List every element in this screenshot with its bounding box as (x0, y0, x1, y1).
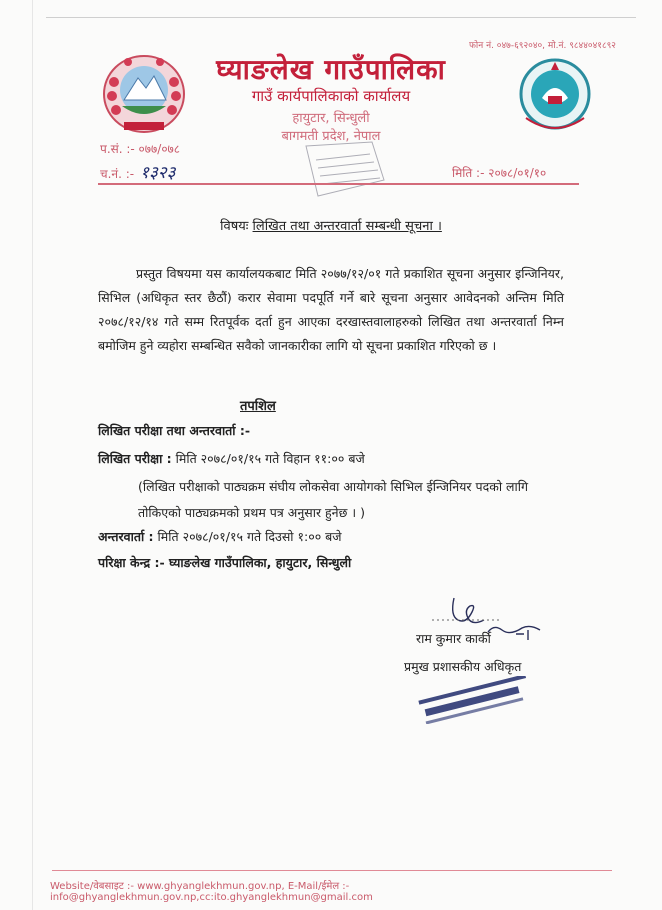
chalani-number (100, 160, 175, 183)
contact-info: फोन नं. ०४७-६९२०४०, मो.नं. ९८४४०४१८९२ (468, 41, 616, 51)
address-line-2: बागमती प्रदेश, नेपाल (281, 129, 381, 144)
exam-heading: लिखित परीक्षा तथा अन्तरवार्ता :- (98, 423, 251, 438)
letter-date: मिति :- २०७८/०१/१० (452, 166, 547, 180)
subject-text: लिखित तथा अन्तरवार्ता सम्बन्धी सूचना । (252, 219, 442, 234)
syllabus-note-1: (लिखित परीक्षाको पाठ्यक्रम संघीय लोकसेवा आयोगको सिभिल ईन्जिनियर पदको लागि (138, 479, 529, 494)
interview-value: मिति २०७८/०१/१५ गते दिउसो १:०० बजे (153, 529, 342, 544)
chalani-label: च.नं. :- (100, 167, 135, 181)
name-seal-icon (414, 676, 544, 724)
exam-center-line: परिक्षा केन्द्र :- घ्याङलेख गाउँपालिका, हायुटार, सिन्धुली (98, 555, 352, 570)
syllabus-note-2: तोकिएको पाठ्यक्रमको प्रथम पत्र अनुसार हुनेछ । ) (138, 505, 365, 520)
footer-divider (52, 870, 612, 871)
written-exam-line (98, 450, 365, 467)
footer-contact: Website/वेबसाइट :- www.ghyanglekhmun.gov.np, E-Mail/ईमेल :- info@ghyanglekhmun.gov.np,cc:ito.ghyanglekhmun@gmail.com (50, 881, 373, 903)
signatory-post: प्रमुख प्रशासकीय अधिकृत (404, 659, 522, 674)
office-stamp-icon (302, 140, 392, 200)
written-exam-value: मिति २०७८/०१/१५ गते विहान ११:०० बजे (171, 451, 365, 466)
office-subtitle: गाउँ कार्यपालिकाको कार्यालय (251, 87, 411, 105)
interview-label: अन्तरवार्ता : (98, 529, 154, 544)
header-divider (98, 183, 579, 185)
interview-line (98, 528, 342, 545)
subject-label: विषयः (220, 219, 249, 234)
signature-icon (432, 590, 562, 660)
subject-line (0, 216, 662, 234)
address-line-1: हायुटार, सिन्धुली (292, 111, 370, 126)
tapsil-heading: तपशिल (240, 399, 276, 414)
body-paragraph: प्रस्तुत विषयमा यस कार्यालयकबाट मिति २०७७/१२/०१ गते प्रकाशित सूचना अनुसार इन्जिनियर, सिभिल (अधिकृत स्तर छैठौं) करार सेवामा पदपूर्ति गर्ने बारे सूचना अनुसार आवेदनको अन्तिम मिति २०७८/१२/१४ गते सम्म रितपूर्वक दर्ता हुन आएका दरखास्तवालाहरुको लिखित तथा अन्तरवार्ता निम्न बमोजिम हुने व्यहोरा सम्बन्धित सवैको जानकारीका लागि यो सूचना प्रकाशित गरिएको छ । (98, 266, 564, 353)
top-divider (46, 17, 636, 18)
municipality-title: घ्याङलेख गाउँपालिका (216, 53, 446, 86)
signatory-name: राम कुमार कार्की (416, 631, 491, 646)
patra-sankhya: प.सं. :- ०७७/०७८ (100, 142, 181, 156)
written-exam-label: लिखित परीक्षा : (98, 451, 172, 466)
chalani-value: १३२३ (140, 163, 176, 183)
